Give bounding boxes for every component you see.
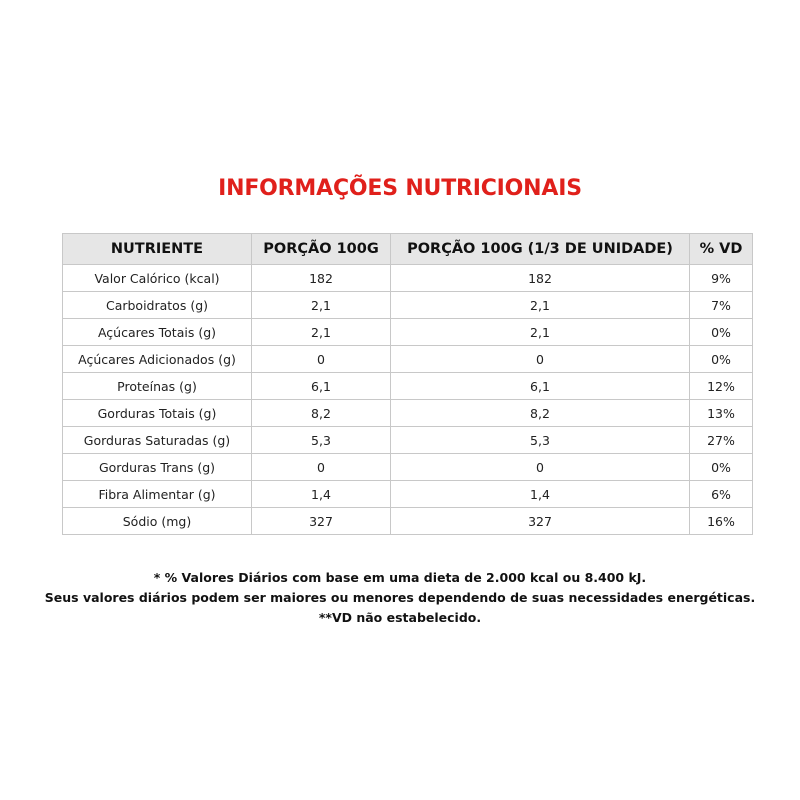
- portion-third-unit-value: 327: [391, 508, 690, 535]
- nutrient-name: Açúcares Adicionados (g): [63, 346, 252, 373]
- table-body: [63, 265, 753, 535]
- footnote-daily-values: * % Valores Diários com base em uma dieta de 2.000 kcal ou 8.400 kJ.: [153, 570, 647, 585]
- nutrient-name: Valor Calórico (kcal): [63, 265, 252, 292]
- daily-value: 7%: [690, 292, 753, 319]
- table-row: [63, 292, 753, 319]
- portion-100g-value: 2,1: [252, 319, 391, 346]
- nutrient-name: Açúcares Totais (g): [63, 319, 252, 346]
- daily-value: 0%: [690, 319, 753, 346]
- table-row: [63, 265, 753, 292]
- portion-third-unit-value: 2,1: [391, 319, 690, 346]
- footnotes: [0, 568, 800, 628]
- portion-100g-value: 6,1: [252, 373, 391, 400]
- portion-third-unit-value: 5,3: [391, 427, 690, 454]
- daily-value: 0%: [690, 454, 753, 481]
- portion-100g-value: 5,3: [252, 427, 391, 454]
- daily-value: 9%: [690, 265, 753, 292]
- daily-value: 12%: [690, 373, 753, 400]
- portion-third-unit-value: 2,1: [391, 292, 690, 319]
- portion-third-unit-value: 1,4: [391, 481, 690, 508]
- footnote-energy-needs: Seus valores diários podem ser maiores ou menores dependendo de suas necessidades energéticas.: [44, 590, 756, 605]
- portion-third-unit-value: 6,1: [391, 373, 690, 400]
- table-row: [63, 454, 753, 481]
- nutrient-name: Proteínas (g): [63, 373, 252, 400]
- nutrient-name: Gorduras Saturadas (g): [63, 427, 252, 454]
- portion-100g-value: 2,1: [252, 292, 391, 319]
- daily-value: 16%: [690, 508, 753, 535]
- portion-100g-value: 0: [252, 454, 391, 481]
- portion-100g-value: 8,2: [252, 400, 391, 427]
- daily-value: 13%: [690, 400, 753, 427]
- daily-value: 0%: [690, 346, 753, 373]
- table-row: [63, 373, 753, 400]
- table-row: [63, 427, 753, 454]
- table-row: [63, 319, 753, 346]
- nutrient-name: Gorduras Totais (g): [63, 400, 252, 427]
- nutrient-name: Sódio (mg): [63, 508, 252, 535]
- nutrient-name: Carboidratos (g): [63, 292, 252, 319]
- header-row: [63, 234, 753, 265]
- nutrient-name: Gorduras Trans (g): [63, 454, 252, 481]
- table-header: [63, 234, 753, 265]
- portion-third-unit-value: 0: [391, 454, 690, 481]
- table-row: [63, 508, 753, 535]
- header-nutrient: NUTRIENTE: [63, 234, 252, 265]
- page-title: INFORMAÇÕES NUTRICIONAIS: [218, 176, 582, 201]
- header-daily-value: % VD: [690, 234, 753, 265]
- portion-third-unit-value: 0: [391, 346, 690, 373]
- table-row: [63, 481, 753, 508]
- portion-100g-value: 182: [252, 265, 391, 292]
- daily-value: 6%: [690, 481, 753, 508]
- footnote-vd-not-established: **VD não estabelecido.: [318, 610, 482, 625]
- table-row: [63, 400, 753, 427]
- portion-third-unit-value: 182: [391, 265, 690, 292]
- portion-third-unit-value: 8,2: [391, 400, 690, 427]
- portion-100g-value: 0: [252, 346, 391, 373]
- header-portion-100g-third-unit: PORÇÃO 100G (1/3 DE UNIDADE): [391, 234, 690, 265]
- nutrition-table: [62, 233, 753, 535]
- daily-value: 27%: [690, 427, 753, 454]
- portion-100g-value: 327: [252, 508, 391, 535]
- table-row: [63, 346, 753, 373]
- portion-100g-value: 1,4: [252, 481, 391, 508]
- header-portion-100g: PORÇÃO 100G: [252, 234, 391, 265]
- nutrient-name: Fibra Alimentar (g): [63, 481, 252, 508]
